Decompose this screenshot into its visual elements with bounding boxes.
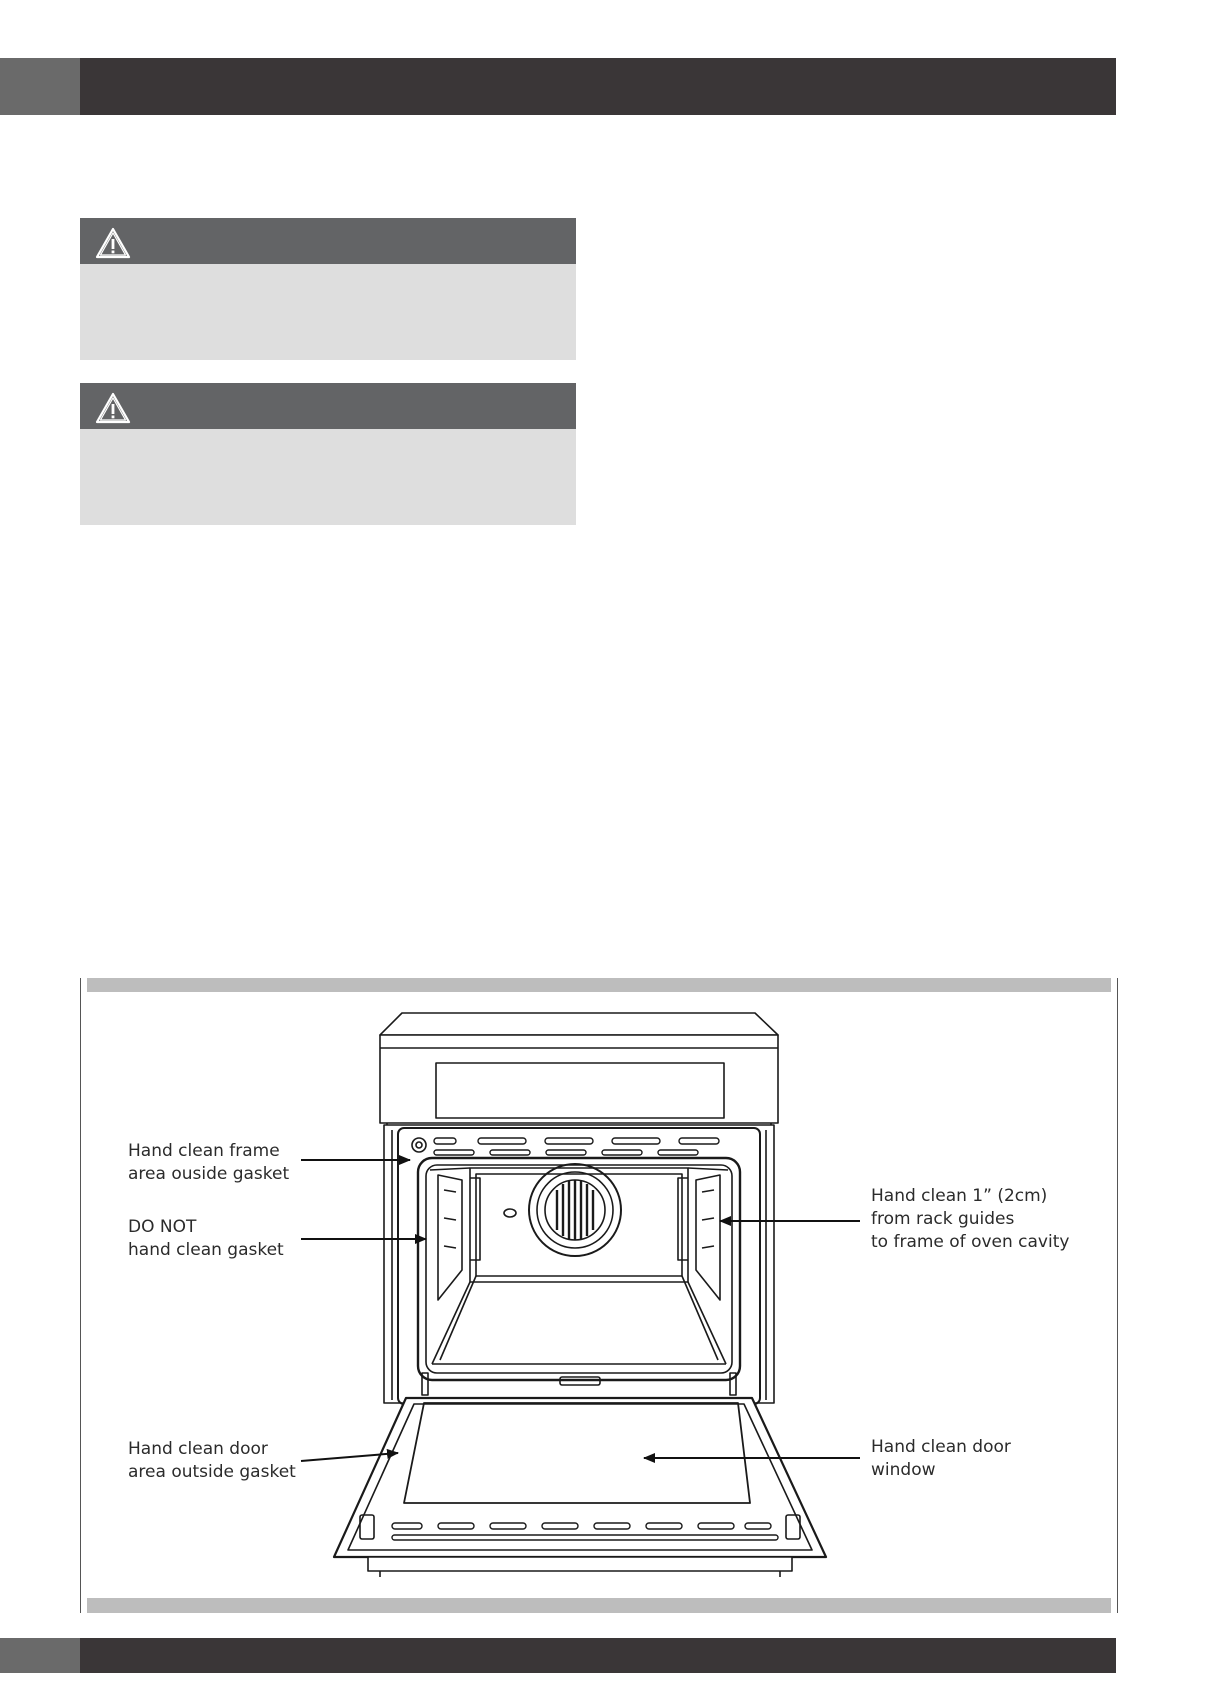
callout-rack-line2: from rack guides xyxy=(871,1209,1015,1229)
callout-gasket xyxy=(128,1216,284,1262)
callout-door-line1: Hand clean door xyxy=(128,1439,268,1459)
callout-window-line1: Hand clean door xyxy=(871,1437,1011,1457)
footer-tab xyxy=(0,1638,80,1673)
footer-bar xyxy=(80,1638,1116,1673)
callout-window-line2: window xyxy=(871,1460,936,1480)
callout-gasket-line2: hand clean gasket xyxy=(128,1240,284,1260)
callout-rack-line3: to frame of oven cavity xyxy=(871,1232,1070,1252)
callout-rack-line1: Hand clean 1” (2cm) xyxy=(871,1186,1048,1206)
callout-frame-line2: area ouside gasket xyxy=(128,1164,290,1184)
callout-door-line2: area outside gasket xyxy=(128,1462,296,1482)
callout-frame xyxy=(128,1140,289,1186)
callout-window xyxy=(871,1436,1011,1482)
callout-rack xyxy=(871,1185,1069,1254)
callout-door xyxy=(128,1438,296,1484)
callout-frame-line1: Hand clean frame xyxy=(128,1141,280,1161)
callout-gasket-line1: DO NOT xyxy=(128,1217,197,1237)
